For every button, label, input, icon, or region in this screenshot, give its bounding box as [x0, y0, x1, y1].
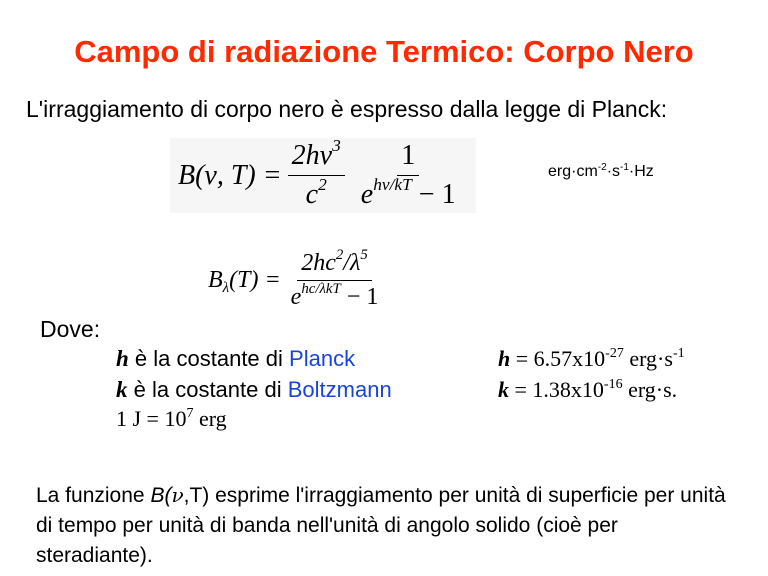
formula1-den2-base: e [360, 179, 374, 210]
units-s: ·s [606, 163, 621, 180]
slide-title: Campo di radiazione Termico: Corpo Nero [74, 34, 694, 69]
where-label: Dove: [40, 316, 101, 342]
value-planck-exp: -27 [605, 346, 624, 361]
planck-formula-frequency [170, 135, 476, 213]
formula1-num2: 1 [397, 140, 419, 176]
formula2-num: 2hc [301, 250, 336, 276]
formula2-lhs [208, 267, 281, 297]
formula1-den2-exp: hν/kT [373, 174, 412, 194]
definition-boltzmann [116, 377, 392, 403]
value-boltzmann-text: = 1.38x10 [514, 377, 604, 402]
value-boltzmann-symbol: k [498, 377, 509, 402]
formula2-num-mid: /λ [343, 250, 361, 276]
value-planck-unit-exp: -1 [672, 346, 685, 361]
intro-text: L'irraggiamento di corpo nero è espresso dalla legge di Planck: [26, 96, 668, 122]
paragraph-nu: ν [171, 483, 184, 507]
value-planck [498, 346, 685, 372]
formula2-fraction [287, 246, 383, 311]
boltzmann-link[interactable]: Boltzmann [287, 377, 392, 402]
value-boltzmann-unit: erg·s. [628, 377, 678, 402]
value-planck-unit: erg·s [629, 346, 673, 371]
description-paragraph [36, 480, 736, 571]
formula2-lhs-b: B [208, 267, 223, 293]
definition-boltzmann-text: è la costante di [133, 377, 282, 402]
units-exp-s: -1 [620, 162, 629, 173]
formula2-num-exp1: 2 [335, 246, 344, 263]
units-erg: erg·cm [548, 163, 598, 180]
joule-text: 1 J = 10 [116, 406, 187, 431]
formula1-num1-exp: 3 [332, 135, 341, 155]
value-boltzmann [498, 377, 677, 403]
formula1-den1: c [305, 179, 319, 210]
units-hz: ·Hz [628, 163, 654, 180]
definition-planck [116, 346, 355, 372]
paragraph-before: La funzione [36, 484, 145, 507]
value-planck-symbol: h [498, 346, 511, 371]
units-exp-cm: -2 [597, 162, 607, 173]
formula2-den-base: e [290, 284, 302, 310]
joule-exp: 7 [186, 406, 194, 421]
formula2-den-tail: − 1 [346, 284, 379, 310]
paragraph-after: ,T) esprime l'irraggiamento per unità di superficie per unità di tempo per unità di banda nell'unità di angolo solido (cioè per steradiante). [36, 484, 726, 567]
formula2-den-exp: hc/λkT [301, 280, 341, 297]
formula1-fraction-1 [288, 135, 345, 211]
paragraph-func: B( [150, 484, 172, 507]
joule-unit: erg [198, 406, 227, 431]
definition-planck-text: è la costante di [134, 346, 283, 371]
formula1-den2-tail: − 1 [418, 179, 456, 210]
value-boltzmann-exp: -16 [603, 377, 623, 392]
planck-link[interactable]: Planck [289, 346, 356, 371]
formula2-lhs-sub: λ [222, 280, 230, 297]
definition-planck-symbol: h [116, 346, 129, 371]
formula1-lhs: B(ν, T) = [178, 159, 282, 191]
formula1-den1-exp: 2 [318, 174, 327, 194]
formula1-num1: 2hν [291, 140, 333, 171]
formula2-lhs-rest: (T) = [229, 267, 281, 293]
joule-conversion [116, 406, 227, 432]
units-label [548, 163, 654, 181]
definition-boltzmann-symbol: k [116, 377, 128, 402]
formula1-fraction-2 [357, 140, 460, 211]
formula2-num-exp2: 5 [360, 246, 368, 263]
planck-formula-wavelength [208, 246, 388, 311]
value-planck-text: = 6.57x10 [515, 346, 606, 371]
